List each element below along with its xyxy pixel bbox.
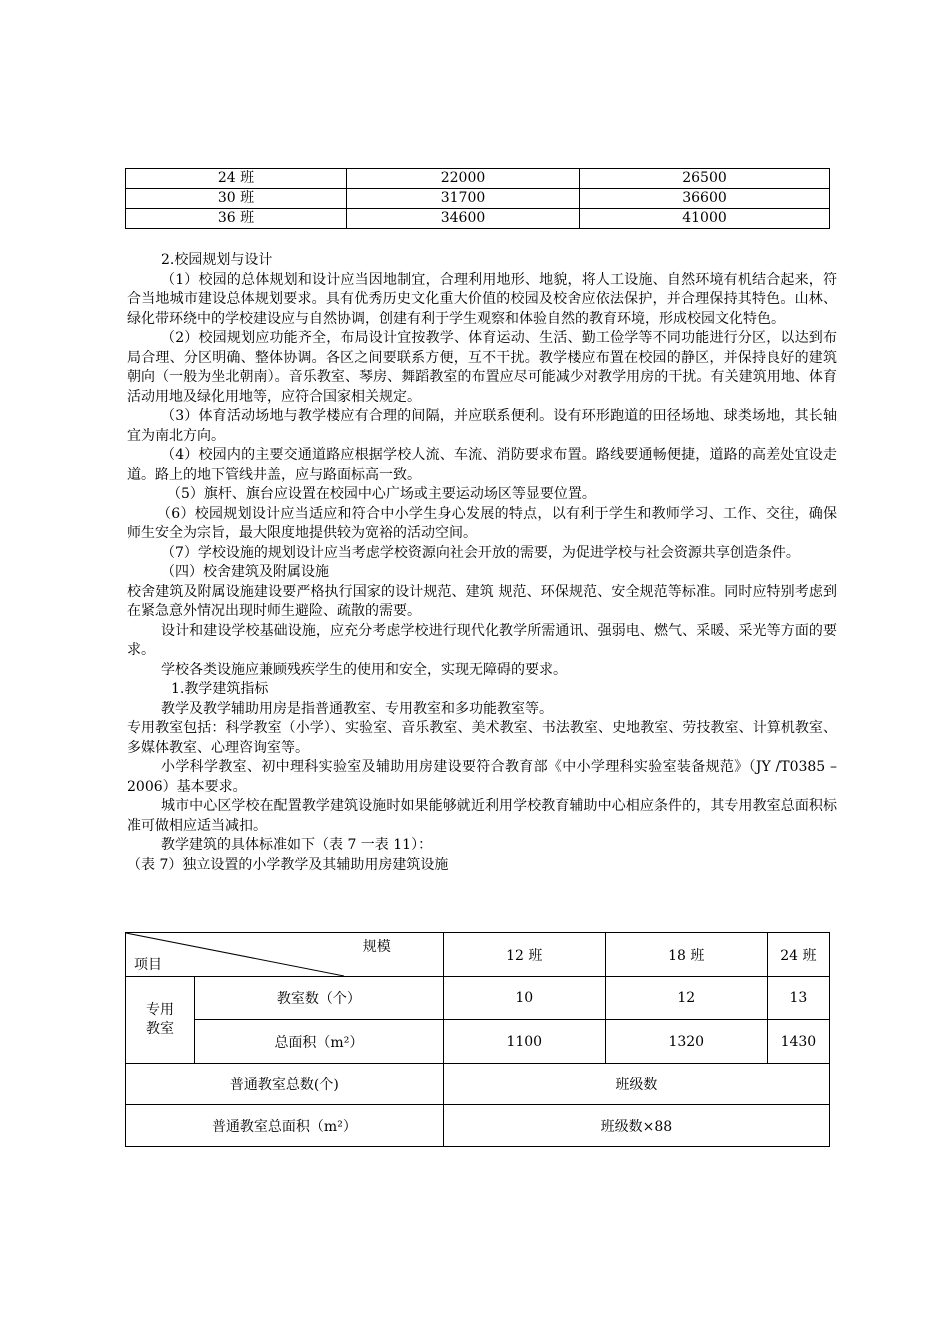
document-body <box>127 251 837 875</box>
table-row <box>126 209 830 229</box>
paragraph: （5）旗杆、旗台应设置在校园中心广场或主要运动场区等显要位置。 <box>167 486 596 502</box>
row-label: 总面积（m²） <box>195 1020 444 1064</box>
paragraph: 专用教室包括：科学教室（小学）、实验室、音乐教室、美术教室、书法教室、史地教室、劳技教室、计算机教室、多媒体教室、心理咨询室等。 <box>127 720 837 756</box>
table-row <box>126 1105 830 1147</box>
header-scale-label: 规模 <box>362 939 391 955</box>
table-row <box>126 1020 830 1064</box>
table-cell: 22000 <box>347 169 580 189</box>
table-7 <box>125 932 830 1147</box>
paragraph: （7）学校设施的规划设计应当考虑学校资源向社会开放的需要，为促进学校与社会资源共享创造条件。 <box>161 544 800 561</box>
paragraph: （2）校园规划应功能齐全，布局设计宜按教学、体育运动、生活、勤工俭学等不同功能进行分区，以达到布局合理、分区明确、整体协调。各区之间要联系方便，互不干扰。教学楼应布置在校园的静区，并保持良好的建筑朝向（一般为坐北朝南）。音乐教室、琴房、舞蹈教室的布置应尽可能减少对教学用房的干扰。有关建筑用地、体育活动用地及绿化用地等，应符合国家相关规定。 <box>127 330 837 405</box>
paragraph: （3）体育活动场地与教学楼应有合理的间隔，并应联系便利。设有环形跑道的田径场地、球类场地，其长轴宜为南北方向。 <box>127 408 837 444</box>
table-row <box>126 169 830 189</box>
table-cell: 30 班 <box>126 189 347 209</box>
table-row <box>126 189 830 209</box>
table-cell: 10 <box>443 977 605 1020</box>
column-header: 18 班 <box>605 933 767 977</box>
section-heading: 1.教学建筑指标 <box>171 681 269 697</box>
table-cell: 1430 <box>767 1020 829 1064</box>
table-cell: 1100 <box>443 1020 605 1064</box>
paragraph: 教学建筑的具体标准如下（表 7 一表 11）： <box>161 837 433 853</box>
table-cell: 13 <box>767 977 829 1020</box>
table-caption: （表 7）独立设置的小学教学及其辅助用房建筑设施 <box>127 856 449 873</box>
row-label: 教室数（个） <box>195 977 444 1020</box>
header-item-label: 项目 <box>134 957 162 973</box>
table-cell: 班级数×88 <box>443 1105 829 1147</box>
table-cell: 1320 <box>605 1020 767 1064</box>
table-cell: 31700 <box>347 189 580 209</box>
table-cell: 26500 <box>580 169 830 189</box>
group-label: 专用 教室 <box>126 977 195 1064</box>
paragraph: （6）校园规划设计应当适应和符合中小学生身心发展的特点，以有利于学生和教师学习、工作、交往，确保师生安全为宗旨，最大限度地提供较为宽裕的活动空间。 <box>127 505 837 541</box>
row-label: 普通教室总面积（m²） <box>126 1105 444 1147</box>
paragraph: 教学及教学辅助用房是指普通教室、专用教室和多功能教室等。 <box>161 700 553 717</box>
section-heading: （四）校舍建筑及附属设施 <box>161 564 329 580</box>
table-cell: 34600 <box>347 209 580 229</box>
table-cell: 36600 <box>580 189 830 209</box>
table-row <box>126 1064 830 1105</box>
area-standard-table <box>125 168 830 229</box>
table-cell: 41000 <box>580 209 830 229</box>
row-label: 普通教室总数(个) <box>126 1064 444 1105</box>
diagonal-header-cell <box>126 933 444 977</box>
paragraph: 城市中心区学校在配置教学建筑设施时如果能够就近利用学校教育辅助中心相应条件的，其专用教室总面积标准可做相应适当减扣。 <box>127 798 837 834</box>
paragraph: （1）校园的总体规划和设计应当因地制宜，合理利用地形、地貌，将人工设施、自然环境有机结合起来，符合当地城市建设总体规划要求。具有优秀历史文化重大价值的校园及校舍应依法保护，并合理保持其特色。山林、绿化带环绕中的学校建设应与自然协调，创建有利于学生观察和体验自然的教育环境，形成校园文化特色。 <box>127 271 837 327</box>
table-cell: 班级数 <box>443 1064 829 1105</box>
table-row <box>126 977 830 1020</box>
table-cell: 24 班 <box>126 169 347 189</box>
paragraph: 校舍建筑及附属设施建设要严格执行国家的设计规范、建筑 规范、环保规范、安全规范等标准。同时应特别考虑到在紧急意外情况出现时师生避险、疏散的需要。 <box>127 583 837 619</box>
section-heading: 2.校园规划与设计 <box>161 252 273 268</box>
paragraph: 小学科学教室、初中理科实验室及辅助用房建设要符合教育部《中小学理科实验室装备规范》（JY /T0385 – 2006）基本要求。 <box>127 759 837 795</box>
table-header-row <box>126 933 830 977</box>
paragraph: 设计和建设学校基础设施，应充分考虑学校进行现代化教学所需通讯、强弱电、燃气、采暖、采光等方面的要求。 <box>127 622 837 658</box>
column-header: 24 班 <box>767 933 829 977</box>
column-header: 12 班 <box>443 933 605 977</box>
table-cell: 36 班 <box>126 209 347 229</box>
paragraph: （4）校园内的主要交通道路应根据学校人流、车流、消防要求布置。路线要通畅便捷，道路的高差处宜设走道。路上的地下管线井盖，应与路面标高一致。 <box>127 447 837 483</box>
paragraph: 学校各类设施应兼顾残疾学生的使用和安全，实现无障碍的要求。 <box>161 661 567 678</box>
table-cell: 12 <box>605 977 767 1020</box>
